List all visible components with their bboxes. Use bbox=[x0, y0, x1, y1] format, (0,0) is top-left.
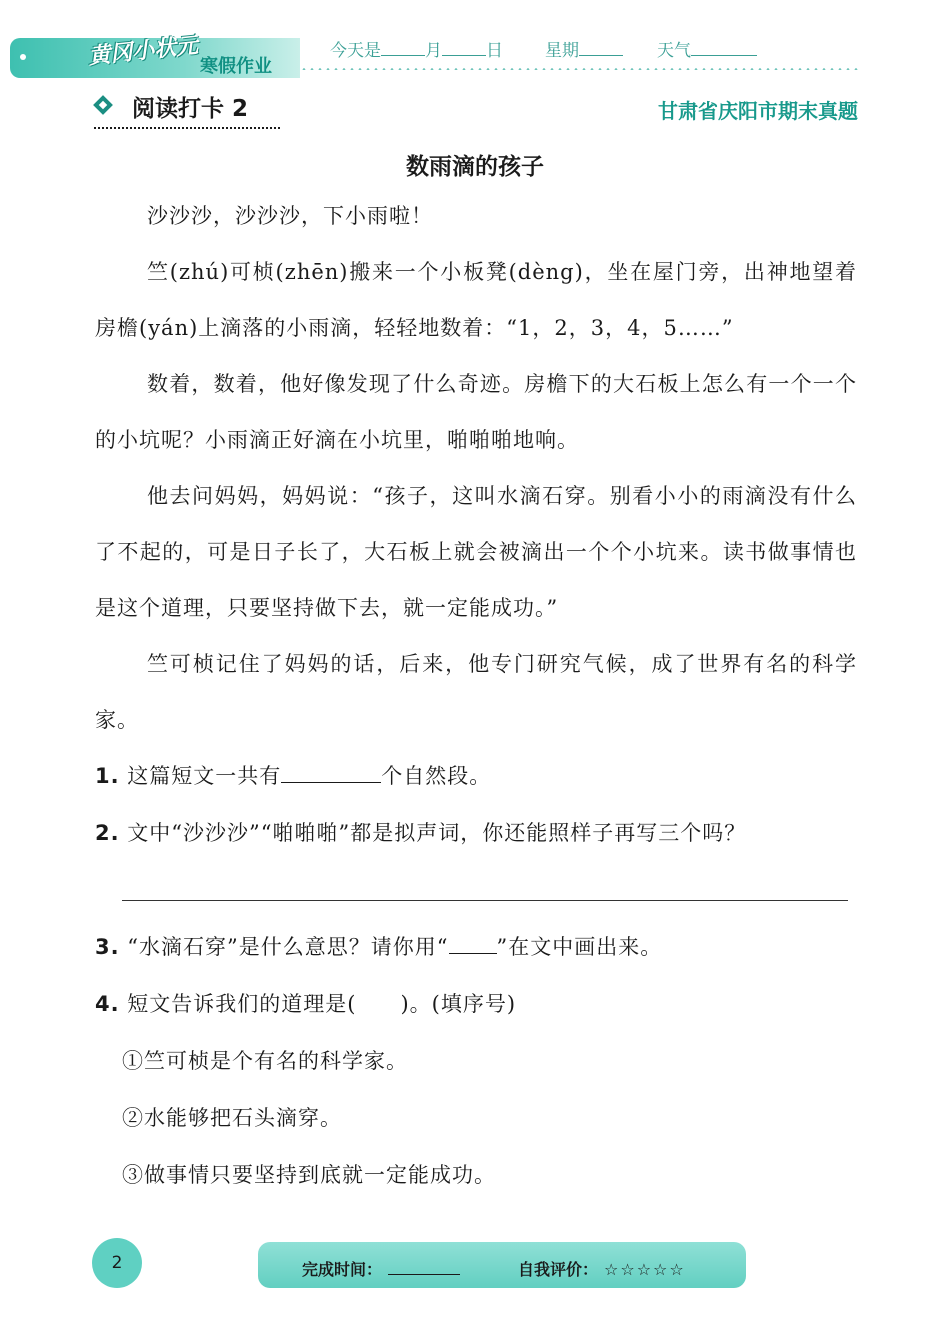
date-month-label: 月 bbox=[425, 41, 442, 61]
date-line bbox=[330, 36, 757, 61]
question-text: 短文告诉我们的道理是( )。(填序号) bbox=[127, 992, 517, 1016]
option-3[interactable]: ③做事情只要坚持到底就一定能成功。 bbox=[122, 1163, 496, 1187]
question-number: 1. bbox=[95, 764, 120, 788]
question-text: ”在文中画出来。 bbox=[496, 935, 663, 959]
date-day-label: 日 bbox=[486, 41, 503, 61]
week-blank[interactable] bbox=[579, 41, 623, 56]
exam-source: 甘肃省庆阳市期末真题 bbox=[658, 99, 858, 123]
date-week-label: 星期 bbox=[545, 41, 579, 61]
question-number: 2. bbox=[95, 821, 120, 845]
section-title: 阅读打卡 2 bbox=[132, 96, 249, 122]
date-today-label: 今天是 bbox=[330, 41, 381, 61]
question-2 bbox=[95, 817, 857, 847]
question-number: 4. bbox=[95, 992, 120, 1016]
completion-time bbox=[302, 1257, 460, 1280]
paragraph-4: 他去问妈妈，妈妈说：“孩子，这叫水滴石穿。别看小小的雨滴没有什么了不起的，可是日子长了，大石板上就会被滴出一个个小坑来。读书做事情也是这个道理，只要坚持做下去，就一定能成功。” bbox=[95, 484, 857, 620]
self-evaluation-label: 自我评价： bbox=[518, 1260, 599, 1279]
question-text: 这篇短文一共有 bbox=[127, 764, 282, 788]
completion-time-blank[interactable] bbox=[388, 1262, 460, 1275]
brand-subtitle: 寒假作业 bbox=[200, 56, 272, 77]
question-text: 文中“沙沙沙”“啪啪啪”都是拟声词，你还能照样子再写三个吗？ bbox=[127, 821, 747, 845]
self-evaluation bbox=[518, 1257, 686, 1280]
brand-logo: 黄冈小状元 bbox=[87, 33, 200, 70]
article-title: 数雨滴的孩子 bbox=[406, 154, 544, 180]
day-blank[interactable] bbox=[442, 41, 486, 56]
date-weather-label: 天气 bbox=[657, 41, 691, 61]
option-2[interactable]: ②水能够把石头滴穿。 bbox=[122, 1106, 342, 1130]
month-blank[interactable] bbox=[381, 41, 425, 56]
question-number: 3. bbox=[95, 935, 120, 959]
q2-answer-line[interactable] bbox=[122, 900, 848, 901]
paragraph-5: 竺可桢记住了妈妈的话，后来，他专门研究气候，成了世界有名的科学家。 bbox=[95, 652, 857, 732]
question-4 bbox=[95, 988, 857, 1018]
header-dotted-divider bbox=[300, 68, 858, 70]
paragraph-1: 沙沙沙，沙沙沙，下小雨啦！ bbox=[147, 204, 433, 228]
completion-time-label: 完成时间： bbox=[302, 1260, 383, 1279]
weather-blank[interactable] bbox=[691, 41, 757, 56]
question-1 bbox=[95, 760, 857, 790]
paragraph-2: 竺(zhú)可桢(zhēn)搬来一个小板凳(dèng)，坐在屋门旁，出神地望着房檐(yán)上滴落的小雨滴，轻轻地数着：“1，2，3，4，5……” bbox=[95, 260, 857, 340]
question-3 bbox=[95, 931, 857, 961]
question-text: “水滴石穿”是什么意思？请你用“ bbox=[127, 935, 449, 959]
q3-underline-sample bbox=[449, 935, 497, 954]
q1-answer-blank[interactable] bbox=[281, 764, 381, 783]
question-text: 个自然段。 bbox=[381, 764, 492, 788]
section-underline bbox=[94, 121, 280, 129]
diamond-icon bbox=[93, 95, 113, 115]
page-number: 2 bbox=[92, 1238, 142, 1288]
star-rating[interactable]: ☆☆☆☆☆ bbox=[604, 1260, 686, 1279]
brand-dot-icon bbox=[20, 54, 26, 60]
paragraph-3: 数着，数着，他好像发现了什么奇迹。房檐下的大石板上怎么有一个一个的小坑呢？小雨滴正好滴在小坑里，啪啪啪地响。 bbox=[95, 372, 857, 452]
option-1[interactable]: ①竺可桢是个有名的科学家。 bbox=[122, 1049, 408, 1073]
